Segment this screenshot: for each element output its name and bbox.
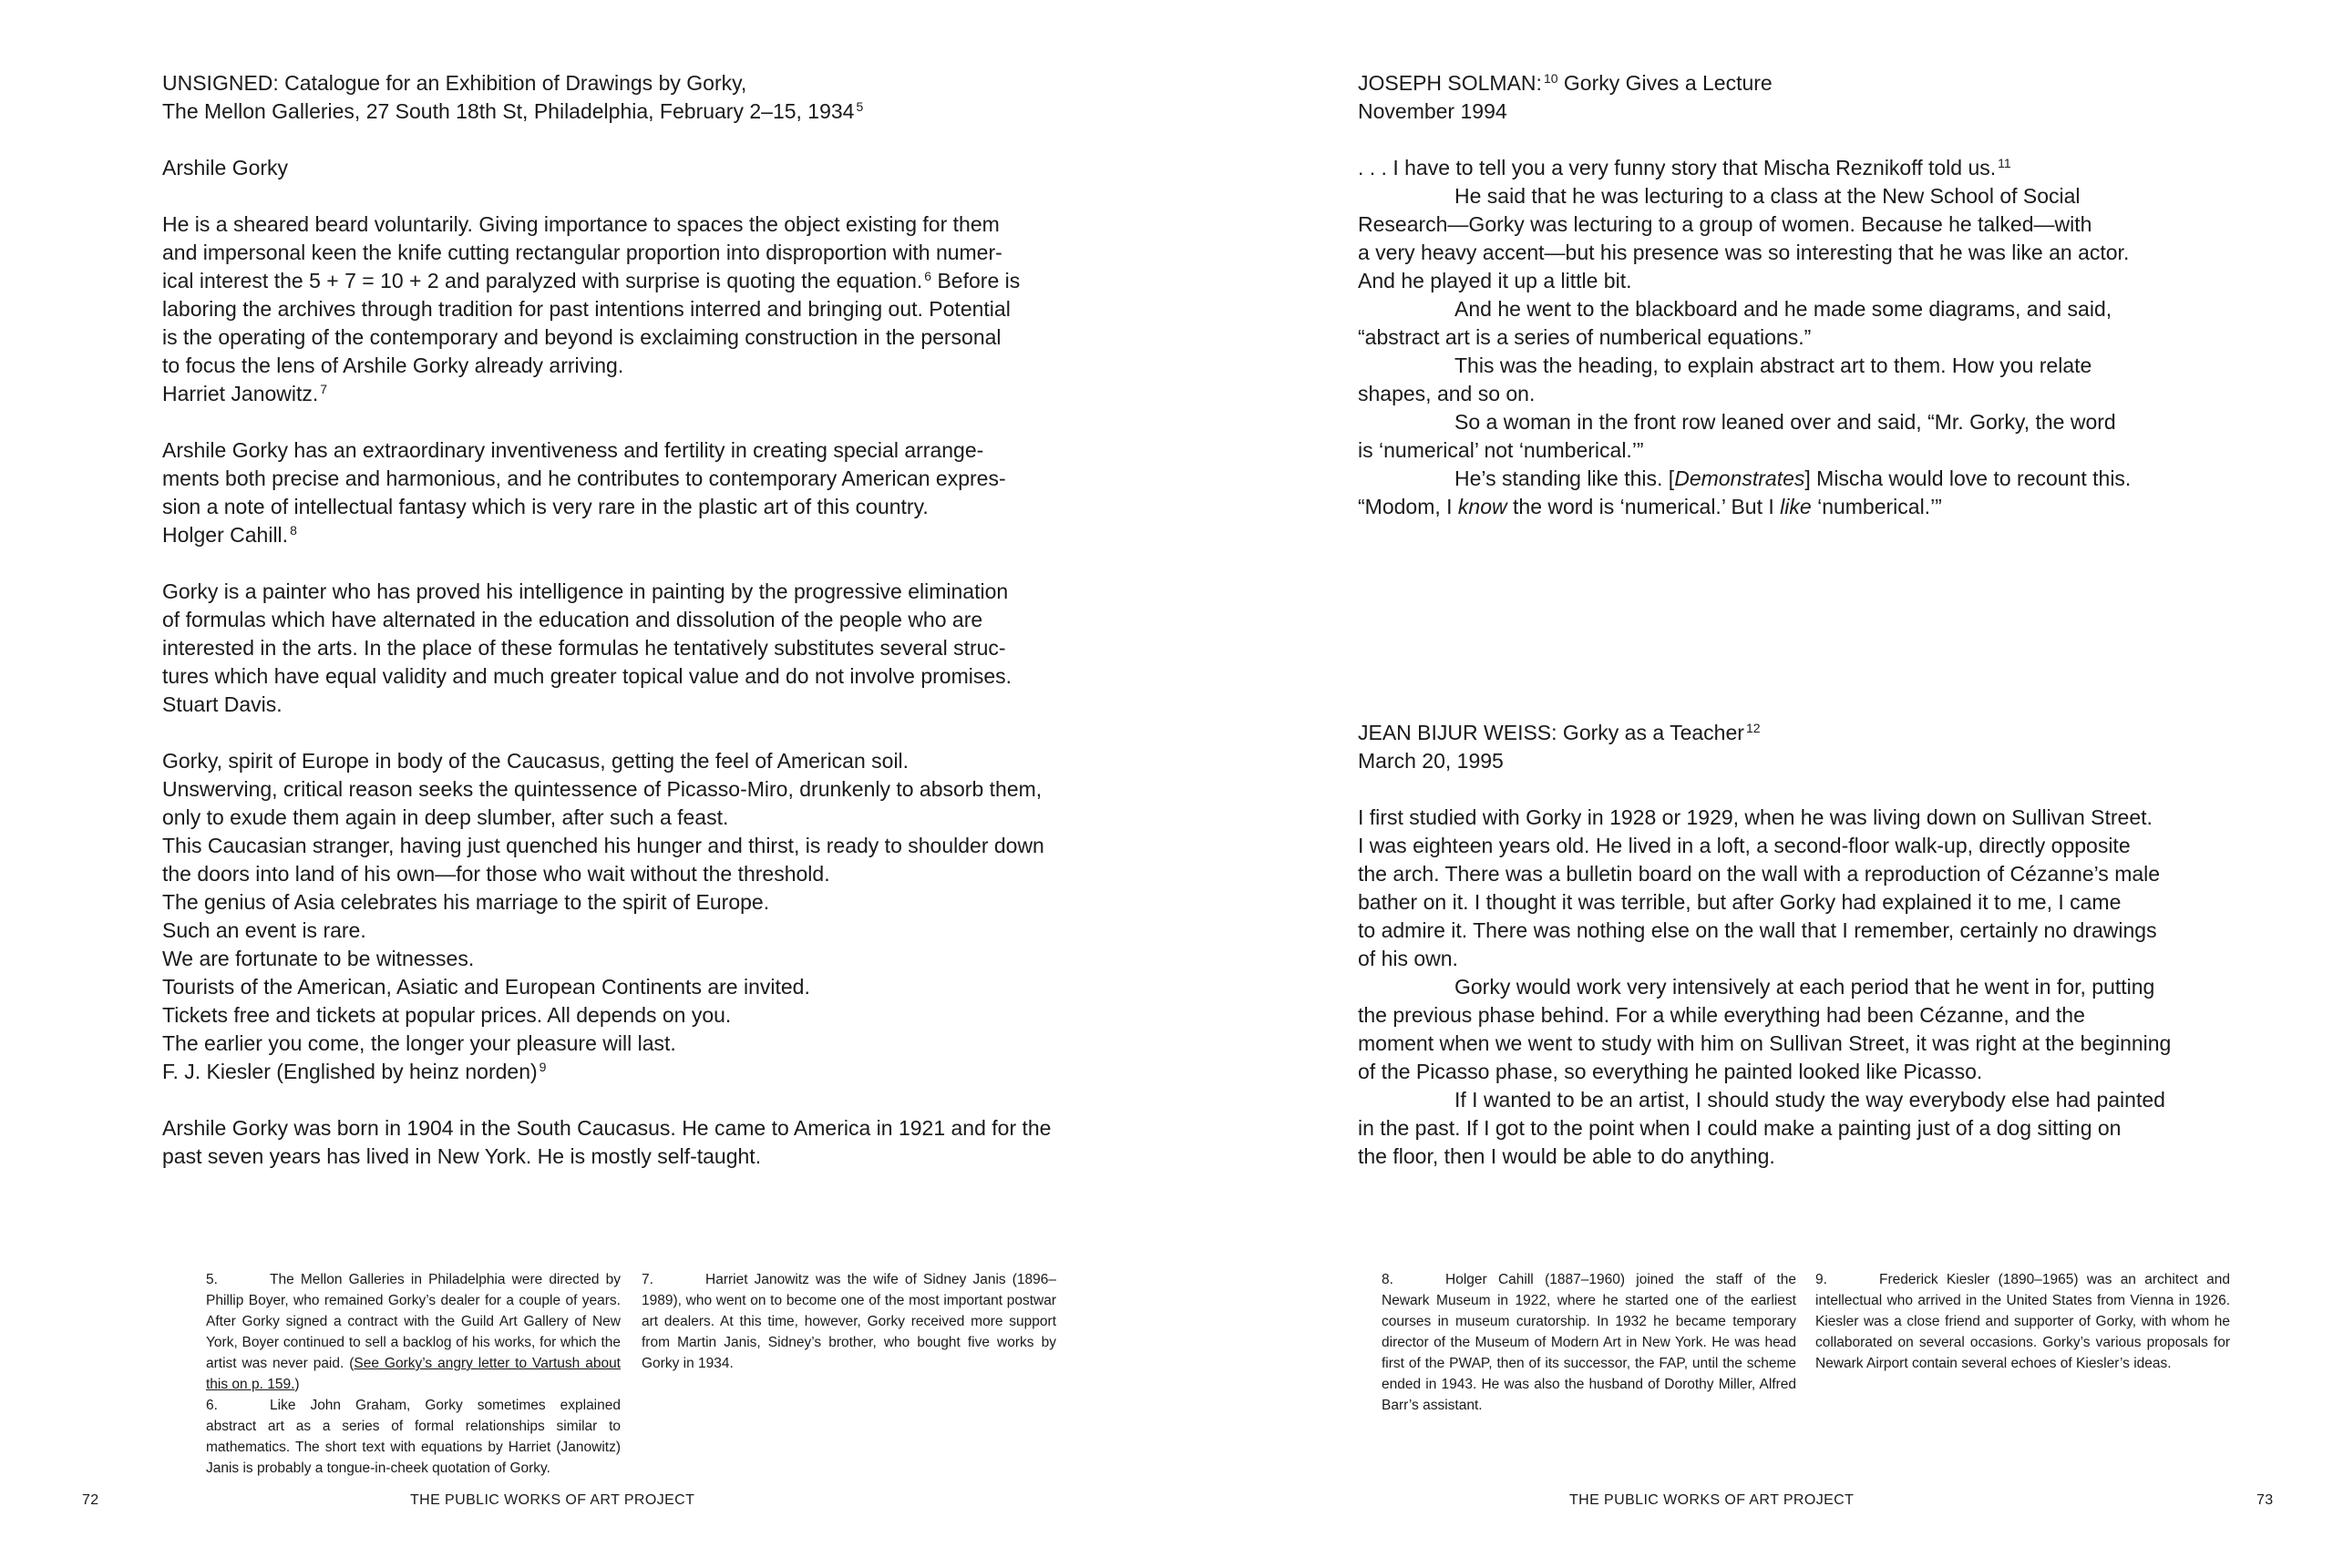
signature-janowitz: Harriet Janowitz. $^7$: [162, 382, 328, 405]
solman-text: . . . I have to tell you a very funny story that Mischa Reznikoff told us. $^{11}$ He said that he was lecturing to a class at the New School of Social Research—Gorky was lecturing to a group of women. Because he talked—with a very heavy accent—but his presence was so interesting that he was like an actor. And he played it up a little bit. And he went to the blackboard and he made some diagrams, and said, “abstract art is a series of numberical equations.” This was the heading, to explain abstract art to them. How you relate shapes, and so on. So a woman in the front row leaned over and said, “Mr. Gorky, the word is ‘numerical’ not ‘numberical.’” He’s standing like this. [Demonstrates] Mischa would love to recount this. “Modom, I know the word is ‘numerical.’ But I like ‘numberical.’”: [1358, 156, 2132, 518]
footnote-ref-8[interactable]: 8: [290, 523, 297, 538]
footnote-9: 9. Frederick Kiesler (1890–1965) was an architect and intellectual who arrived in the United States from Vienna in 1926. Kiesler was a close friend and supporter of Gorky, with whom he collaborated on several occasions. Gorky’s various proposals for Newark Airport contain several echoes of Kiesler’s ideas.: [1815, 1272, 2230, 1371]
footnote-6: 6. Like John Graham, Gorky sometimes explained abstract art as a series of formal relationships similar to mathematics. The short text with equations by Harriet (Janowitz) Janis is probably a tongue-in-cheek quotation of Gorky.: [206, 1398, 621, 1476]
footnote-ref-12[interactable]: 12: [1745, 721, 1761, 735]
footnote-5: 5. The Mellon Galleries in Philadelphia were directed by Phillip Boyer, who remained Gorky’s dealer for a couple of years. After Gorky signed a contract with the Guild Art Gallery of New York, Boyer continued to sell a backlog of his works, for which the artist was never paid. (See Gorky’s angry letter to Vartush about this on p. 159.): [206, 1272, 621, 1392]
footnote-8: 8. Holger Cahill (1887–1960) joined the staff of the Newark Museum in 1922, where he started one of the earliest courses in museum curatorship. In 1932 he became temporary director of the Museum of Modern Art in New York. He was head first of the PWAP, then of its successor, the FAP, until the scheme ended in 1943. He was also the husband of Dorothy Miller, Alfred Barr’s assistant.: [1382, 1272, 1796, 1413]
right-page: [1166, 0, 2333, 1568]
footnote-ref-11[interactable]: 11: [1998, 156, 2011, 170]
left-page: [0, 0, 1166, 1568]
left-main-text: [162, 69, 1055, 1171]
footnote-ref-10[interactable]: 10: [1543, 71, 1558, 86]
weiss-text: I first studied with Gorky in 1928 or 1929, when he was living down on Sullivan Street. I was eighteen years old. He lived in a loft, a second-floor walk-up, directly opposite the arch. There was a bulletin board on the wall with a reproduction of Cézanne’s male bather on it. I thought it was terrible, but after Gorky had explained it to me, I came to admire it. There was nothing else on the wall that I remember, certainly no drawings of his own. Gorky would work very intensively at each period that he went in for, putting the previous phase behind. For a while everything had been Cézanne, and the moment when we went to study with him on Sullivan Street, it was right at the beginning of the Picasso phase, so everything he painted looked like Picasso. If I wanted to be an artist, I should study the way everybody else had painted in the past. If I got to the point when I could make a painting just of a dog sitting on the floor, then I would be able to do anything.: [1358, 805, 2172, 1168]
artist-name: Arshile Gorky: [162, 156, 289, 179]
footnote-ref-6[interactable]: 6: [924, 269, 932, 283]
page-number-right: 73: [2256, 1492, 2274, 1508]
signature-kiesler: F. J. Kiesler (Englished by heinz norden) $^9$: [162, 1060, 547, 1083]
catalogue-heading-line1: UNSIGNED: Catalogue for an Exhibition of Drawings by Gorky,: [162, 71, 747, 95]
weiss-heading: JEAN BIJUR WEISS: Gorky as a Teacher $^{12}$: [1358, 721, 1761, 744]
footnote-ref-7[interactable]: 7: [320, 382, 328, 396]
davis-paragraph: Gorky is a painter who has proved his intelligence in painting by the progressive elimination of formulas which have alternated in the education and dissolution of the people who are interested in the arts. In the place of these formulas he tentatively substitutes several struc- tures which have equal validity and much greater topical value and do not involve promises. Stuart Davis.: [162, 578, 1055, 719]
cross-reference-link[interactable]: See Gorky’s angry letter to Vartush about this on p. 159.: [206, 1356, 621, 1392]
weiss-date: March 20, 1995: [1358, 749, 1504, 773]
footnote-ref-9[interactable]: 9: [539, 1060, 547, 1074]
footnotes-column-2: [642, 1269, 1056, 1374]
biography-paragraph: Arshile Gorky was born in 1904 in the South Caucasus. He came to America in 1921 and for the past seven years has lived in New York. He is mostly self-taught.: [162, 1116, 1052, 1168]
footnotes-column-4: [1815, 1269, 2230, 1374]
signature-cahill: Holger Cahill. $^8$: [162, 523, 297, 547]
footnote-ref-5[interactable]: 5: [856, 99, 864, 114]
page-number-left: 72: [82, 1492, 99, 1508]
footnote-7: 7. Harriet Janowitz was the wife of Sidney Janis (1896–1989), who went on to become one of the most important postwar art dealers. At this time, however, Gorky received more support from Martin Janis, Sidney’s brother, who bought five works by Gorky in 1934.: [642, 1272, 1056, 1371]
running-head-right: THE PUBLIC WORKS OF ART PROJECT: [1569, 1492, 1855, 1508]
kiesler-paragraph: Gorky, spirit of Europe in body of the Caucasus, getting the feel of American soil. Unswerving, critical reason seeks the quintessence of Picasso-Miro, drunkenly to absorb them, only to exude them again in deep slumber, after such a feast. This Caucasian stranger, having just quenched his hunger and thirst, is ready to shoulder down the doors into land of his own—for those who wait without the threshold. The genius of Asia celebrates his marriage to the spirit of Europe. Such an event is rare. We are fortunate to be witnesses. Tourists of the American, Asiatic and European Continents are invited. Tickets free and tickets at popular prices. All depends on you. The earlier you come, the longer your pleasure will last. F. J. Kiesler (Englished by heinz norden) $^9$: [162, 747, 1055, 1086]
cahill-paragraph: Arshile Gorky has an extraordinary inventiveness and fertility in creating special arrange- ments both precise and harmonious, and he contributes to contemporary American expres- sion a note of intellectual fantasy which is very rare in the plastic art of this country. Holger Cahill. $^8$: [162, 436, 1055, 549]
solman-heading: JOSEPH SOLMAN: $^{10}$ Gorky Gives a Lecture: [1358, 71, 1773, 95]
janowitz-paragraph: He is a sheared beard voluntarily. Giving importance to spaces the object existing for them and impersonal keen the knife cutting rectangular proportion into disproportion with numer- ical interest the 5 + 7 = 10 + 2 and paralyzed with surprise is quoting the equation. $^6$ Before is laboring the archives through tradition for past intentions interred and bringing out. Potential is the operating of the contemporary and beyond is exclaiming construction in the personal to focus the lens of Arshile Gorky already arriving. Harriet Janowitz. $^7$: [162, 210, 1055, 408]
catalogue-heading-line2: The Mellon Galleries, 27 South 18th St, Philadelphia, February 2–15, 1934 $^5$: [162, 99, 864, 123]
footnotes-column-3: [1382, 1269, 1796, 1416]
signature-davis: Stuart Davis.: [162, 692, 283, 716]
right-main-text: [1358, 69, 2251, 1171]
running-head-left: THE PUBLIC WORKS OF ART PROJECT: [410, 1492, 695, 1508]
solman-date: November 1994: [1358, 99, 1507, 123]
footnotes-column-1: [206, 1269, 621, 1479]
